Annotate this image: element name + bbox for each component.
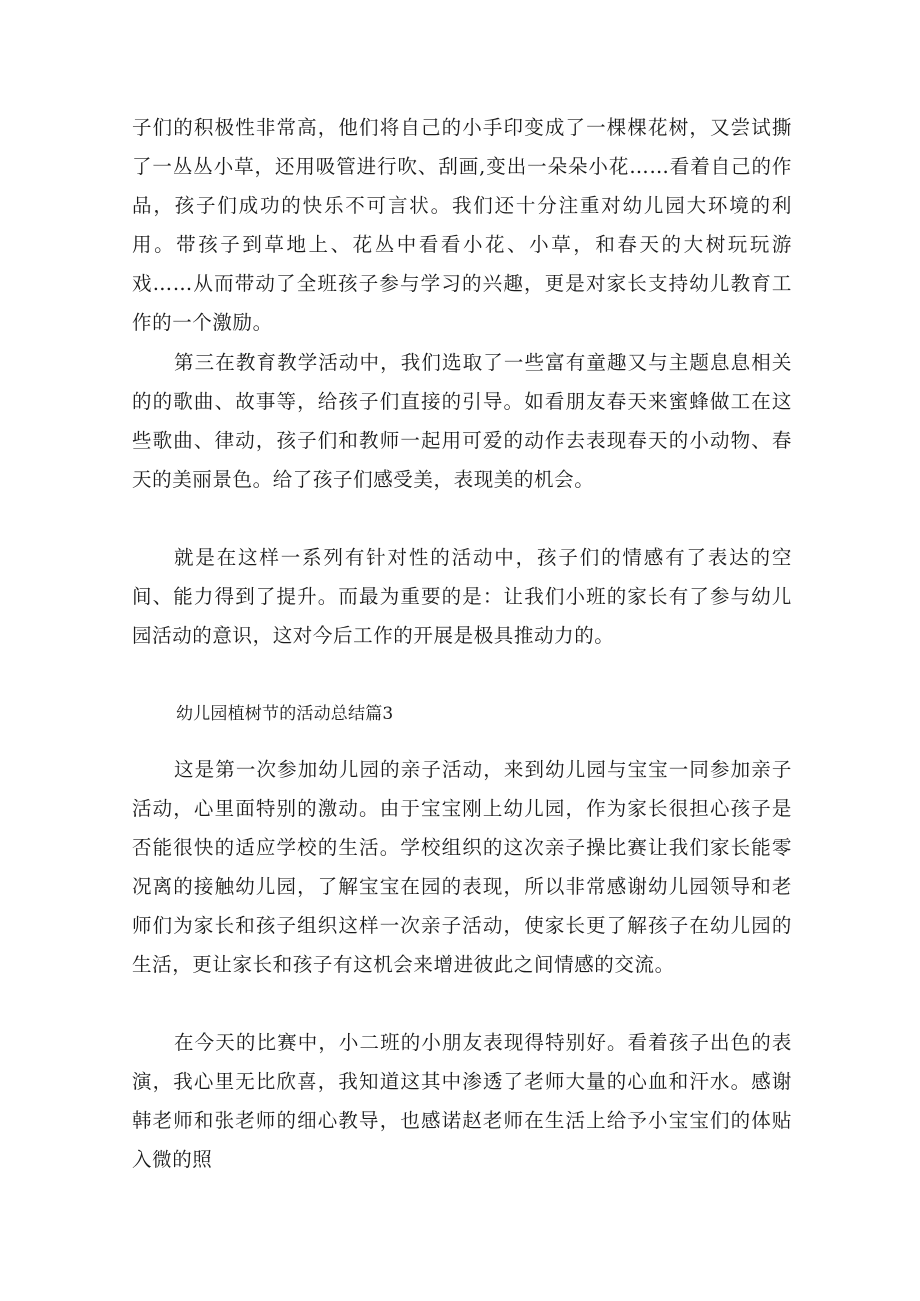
paragraph-targeted-activities: 就是在这样一系列有针对性的活动中，孩子们的情感有了表达的空间、能力得到了提升。而最为重要的是：让我们小班的家长有了参与幼儿园活动的意识，这对今后工作的开展是极具推动力的。 [132,546,792,647]
paragraph-teaching-activities: 第三在教育教学活动中，我们选取了一些富有童趣又与主题息息相关的的歌曲、故事等，给孩子们直接的引导。如看朋友春天来蜜蜂做工在这些歌曲、律动，孩子们和教师一起用可爱的动作去表现春天的小动物、春天的美丽景色。给了孩子们感受美，表现美的机会。 [132,351,792,491]
paragraph-competition: 在今天的比赛中，小二班的小朋友表现得特别好。看着孩子出色的表演，我心里无比欣喜，我知道这其中渗透了老师大量的心血和汗水。感谢韩老师和张老师的细心教导，也感诺赵老师在生活上给予小宝宝们的体贴入微的照 [132,1031,792,1171]
section-heading: 幼儿园植树节的活动总结篇3 [176,704,394,724]
paragraph-parent-child-activity: 这是第一次参加幼儿园的亲子活动，来到幼儿园与宝宝一同参加亲子活动，心里面特别的激动。由于宝宝刚上幼儿园，作为家长很担心孩子是否能很快的适应学校的生活。学校组织的这次亲子操比赛让我们家长能零况离的接触幼儿园，了解宝宝在园的表现，所以非常感谢幼儿园领导和老师们为家长和孩子组织这样一次亲子活动，使家长更了解孩子在幼儿园的生活，更让家长和孩子有这机会来增进彼此之间情感的交流。 [132,758,792,976]
paragraph-continuation-activities: 子们的积极性非常高，他们将自己的小手印变成了一棵棵花树，又尝试撕了一丛丛小草，还用吸管进行吹、刮画,变出一朵朵小花……看着自己的作品，孩子们成功的快乐不可言状。我们还十分注重对幼儿园大环境的利用。带孩子到草地上、花丛中看看小花、小草，和春天的大树玩玩游戏……从而带动了全班孩子参与学习的兴趣，更是对家长支持幼儿教育工作的一个激励。 [132,116,792,334]
